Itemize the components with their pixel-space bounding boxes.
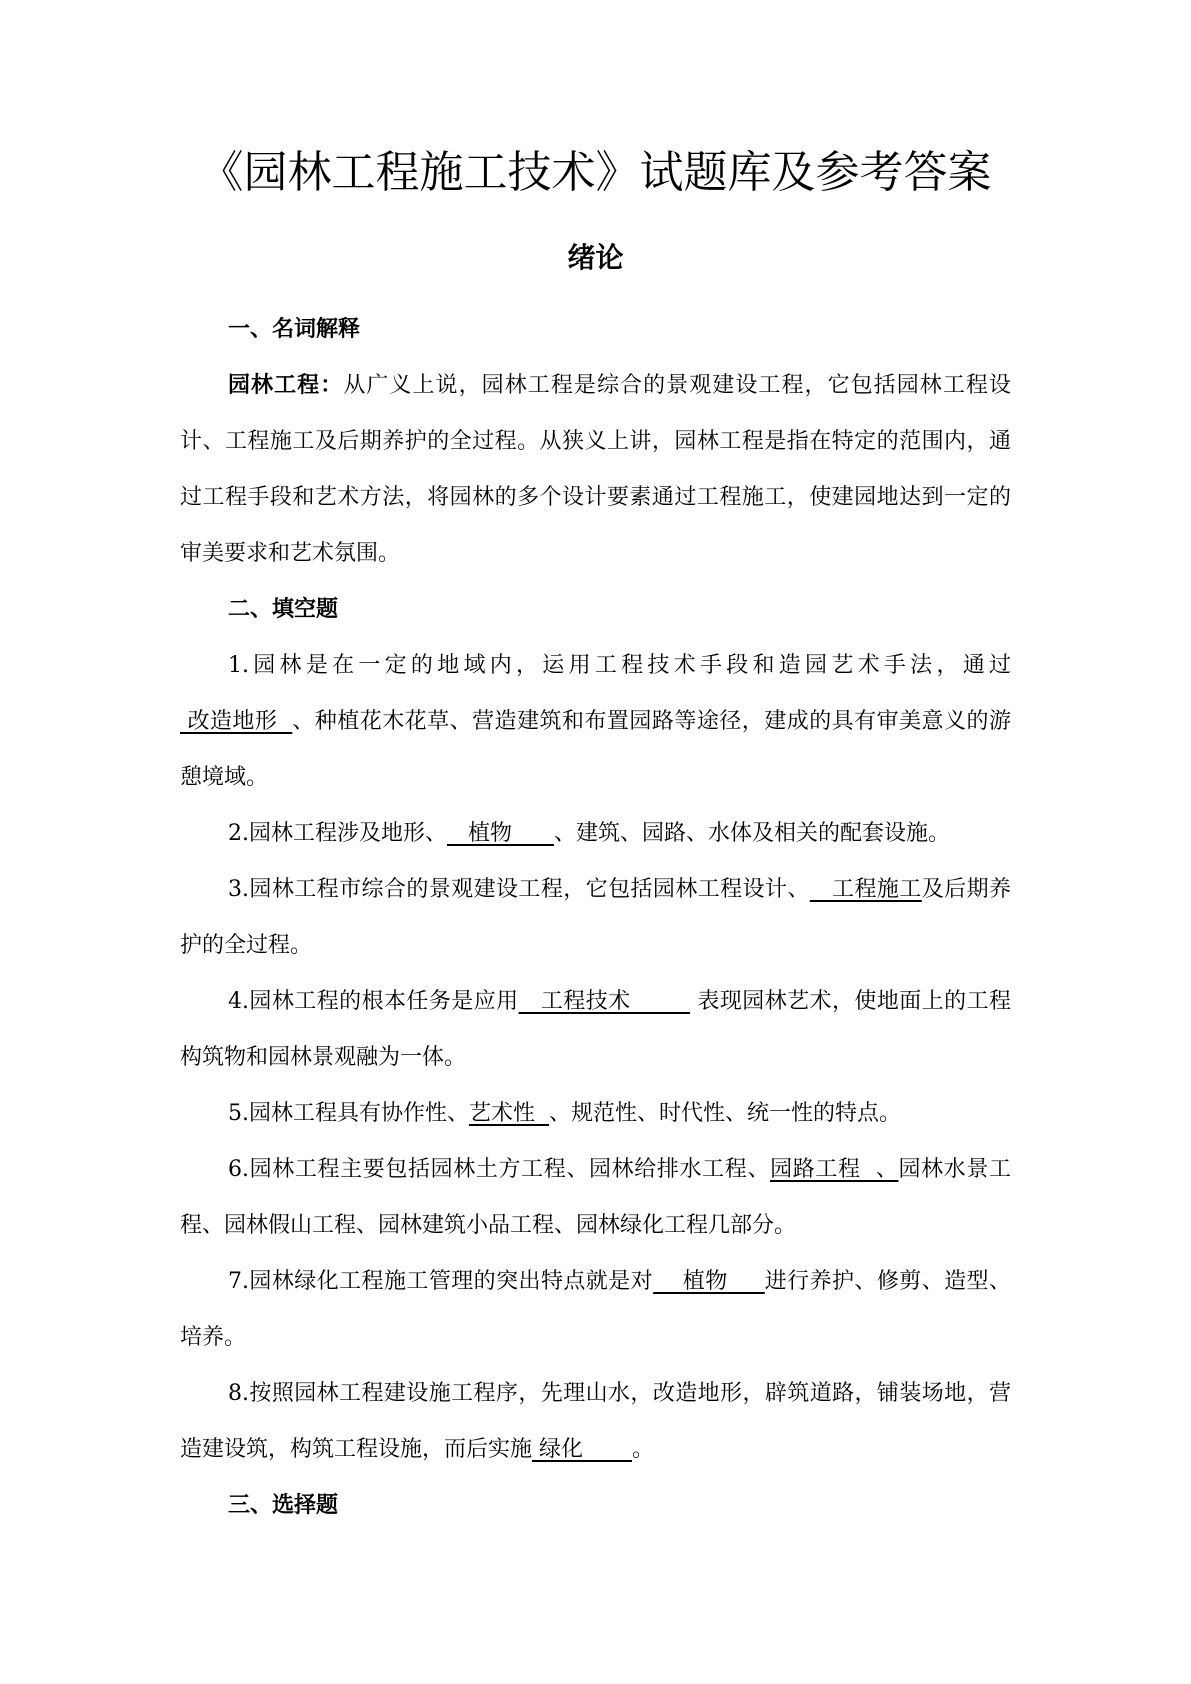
- question-text: 。: [631, 1437, 654, 1462]
- section-heading-fill-blank: 二、填空题: [228, 597, 339, 622]
- question-text: 及后期养护的全过程。: [180, 877, 1011, 958]
- question-2: [180, 806, 1011, 862]
- definition-paragraph: [180, 358, 1011, 582]
- definition-term: 园林工程：: [228, 373, 344, 398]
- question-text: 进行养护、修剪、造型、培养。: [180, 1269, 1011, 1350]
- question-text: 7.园林绿化工程施工管理的突出特点就是对: [228, 1269, 654, 1294]
- question-text: 园林水景工程、园林假山工程、园林建筑小品工程、园林绿化工程几部分。: [180, 1157, 1011, 1238]
- question-text: 4.园林工程的根本任务是应用: [228, 989, 519, 1014]
- answer-blank: 工程技术: [518, 989, 690, 1014]
- question-text: 、种植花木花草、营造建筑和布置园路等途径，建成的具有审美意义的游憩境域。: [180, 709, 1011, 790]
- answer-blank: 工程施工: [809, 877, 922, 902]
- question-text: 8.按照园林工程建设施工程序，先理山水，改造地形，辟筑道路，铺装场地，营造建设筑，构筑工程设施，而后实施: [180, 1381, 1011, 1462]
- question-text: 2.园林工程涉及地形、: [228, 821, 447, 846]
- document-title: 《园林工程施工技术》试题库及参考答案: [199, 147, 992, 198]
- question-5: [180, 1086, 1011, 1142]
- question-6: [180, 1142, 1011, 1254]
- definition-text: 从广义上说，园林工程是综合的景观建设工程，它包括园林工程设计、工程施工及后期养护的全过程。从狭义上讲，园林工程是指在特定的范围内，通过工程手段和艺术方法，将园林的多个设计要素通过工程施工，使建园地达到一定的审美要求和艺术氛围。: [180, 373, 1011, 566]
- question-text: 3.园林工程市综合的景观建设工程，它包括园林工程设计、: [228, 877, 810, 902]
- question-text: 6.园林工程主要包括园林土方工程、园林给排水工程、: [228, 1157, 771, 1182]
- answer-blank: 绿化: [532, 1437, 632, 1462]
- section-heading-choice: 三、选择题: [228, 1493, 339, 1518]
- answer-blank: 植物: [447, 821, 554, 846]
- question-text: 1.园林是在一定的地域内，运用工程技术手段和造园艺术手法，通过: [228, 653, 1011, 678]
- chapter-title: 绪论: [567, 241, 624, 274]
- question-text: 、建筑、园路、水体及相关的配套设施。: [553, 821, 950, 846]
- question-1: [180, 638, 1011, 806]
- question-text: 5.园林工程具有协作性、: [228, 1101, 469, 1126]
- question-3: [180, 862, 1011, 974]
- question-4: [180, 974, 1011, 1086]
- answer-blank: 园路工程 、: [770, 1157, 899, 1182]
- section-heading-terms: 一、名词解释: [228, 317, 361, 342]
- answer-blank: 改造地形: [180, 709, 293, 734]
- question-text: 表现园林艺术，使地面上的工程构筑物和园林景观融为一体。: [180, 989, 1011, 1070]
- question-8: [180, 1366, 1011, 1478]
- answer-blank: 艺术性: [469, 1101, 549, 1126]
- answer-blank: 植物: [653, 1269, 765, 1294]
- question-7: [180, 1254, 1011, 1366]
- question-text: 、规范性、时代性、统一性的特点。: [549, 1101, 902, 1126]
